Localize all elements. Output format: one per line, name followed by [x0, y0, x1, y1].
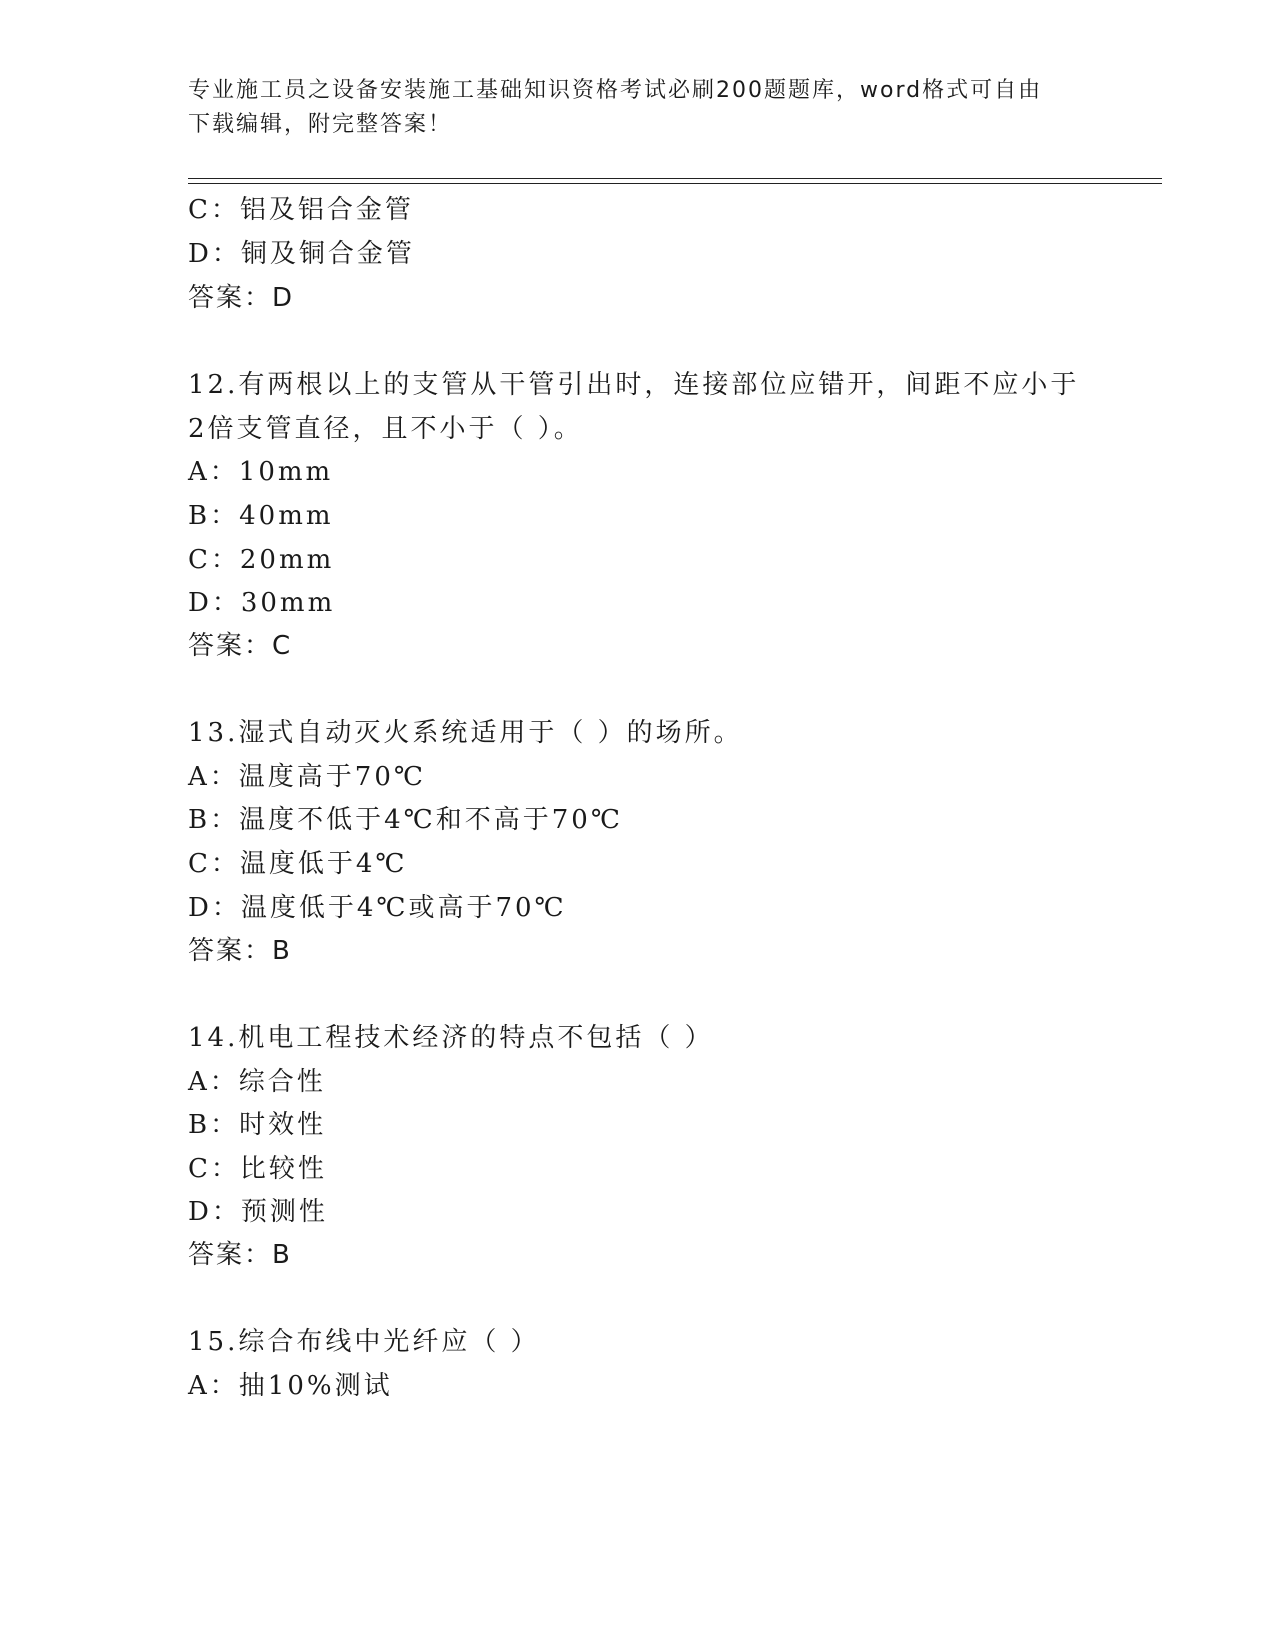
- document-header: [188, 74, 1088, 142]
- q15-option-a: A：抽10%测试: [188, 1371, 393, 1401]
- q12-option-b: B：40mm: [188, 501, 334, 531]
- q14-option-b: B：时效性: [188, 1110, 327, 1140]
- q13-option-b: B：温度不低于4℃和不高于70℃: [188, 805, 623, 835]
- q13-option-d: D：温度低于4℃或高于70℃: [188, 893, 567, 923]
- q14-option-a: A：综合性: [188, 1067, 326, 1097]
- q11-option-c: C：铝及铝合金管: [188, 195, 414, 225]
- q12-question-line-1: 12.有两根以上的支管从干管引出时，连接部位应错开，间距不应小于: [188, 370, 1080, 400]
- q12-question-line-2: 2倍支管直径，且不小于（ ）。: [188, 414, 583, 444]
- q12-option-d: D：30mm: [188, 588, 336, 618]
- q15-question: 15.综合布线中光纤应（ ）: [188, 1327, 540, 1357]
- q13-answer: 答案：B: [188, 936, 292, 966]
- q14-option-c: C：比较性: [188, 1154, 327, 1184]
- header-line-2: 下载编辑，附完整答案！: [188, 112, 453, 137]
- q12-answer: 答案：C: [188, 631, 293, 661]
- header-divider-top: [188, 178, 1162, 179]
- q11-answer: 答案：D: [188, 283, 295, 313]
- q14-answer: 答案：B: [188, 1240, 292, 1270]
- header-line-1: 专业施工员之设备安装施工基础知识资格考试必刷200题题库，word格式可自由: [188, 78, 1043, 103]
- q14-question: 14.机电工程技术经济的特点不包括（ ）: [188, 1023, 714, 1053]
- q13-option-c: C：温度低于4℃: [188, 849, 408, 879]
- q13-question: 13.湿式自动灭火系统适用于（ ）的场所。: [188, 718, 743, 748]
- q12-option-c: C：20mm: [188, 545, 335, 575]
- q12-option-a: A：10mm: [188, 457, 334, 487]
- header-divider-bottom: [188, 183, 1162, 184]
- q13-option-a: A：温度高于70℃: [188, 762, 426, 792]
- q11-option-d: D：铜及铜合金管: [188, 239, 415, 269]
- q14-option-d: D：预测性: [188, 1197, 328, 1227]
